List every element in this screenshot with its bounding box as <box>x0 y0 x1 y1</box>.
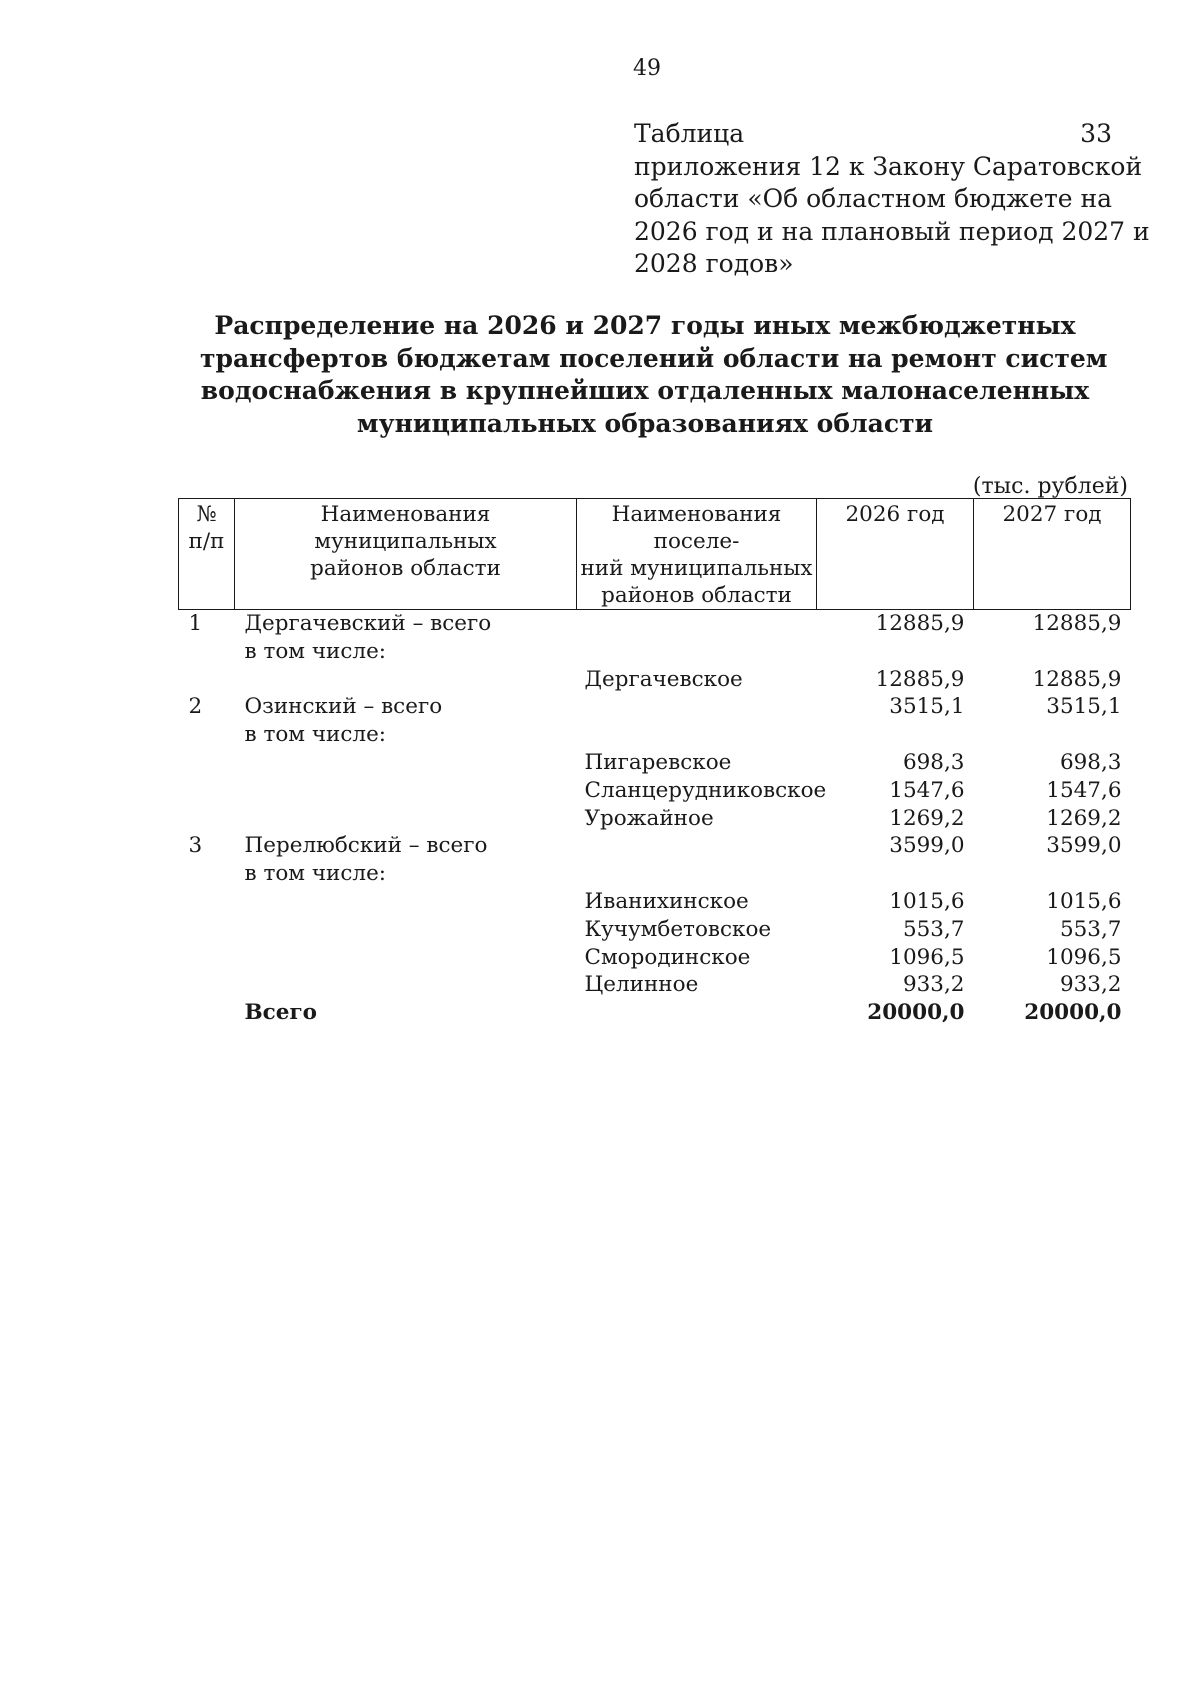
header-district-line2: районов области <box>310 556 501 581</box>
total-row <box>179 999 1131 1027</box>
district-name <box>235 971 577 999</box>
value-2026 <box>817 721 974 749</box>
total-2026: 20000,0 <box>867 1000 965 1026</box>
table-row <box>179 888 1131 916</box>
value-2027 <box>974 860 1131 888</box>
table-body <box>179 610 1131 1027</box>
district-name <box>235 916 577 944</box>
total-label: Всего <box>244 1000 317 1026</box>
header-district-line1: Наименования муниципальных <box>314 502 497 554</box>
title-line: трансфертов бюджетам поселений области на ремонт систем <box>200 343 1108 373</box>
settlement-name: Целинное <box>584 972 699 998</box>
row-number: 1 <box>188 611 203 636</box>
row-number <box>179 721 235 749</box>
district-name: в том числе: <box>244 861 387 887</box>
settlement-name <box>577 638 817 666</box>
row-number <box>179 777 235 805</box>
annex-line: Таблица 33 <box>634 119 1112 148</box>
value-2027: 3515,1 <box>1046 694 1122 720</box>
table-row <box>179 944 1131 972</box>
row-number <box>179 749 235 777</box>
row-number <box>179 805 235 833</box>
value-2027: 553,7 <box>1059 916 1122 942</box>
table-row <box>179 916 1131 944</box>
value-2026: 3515,1 <box>889 694 965 720</box>
header-district <box>235 499 577 610</box>
header-number <box>179 499 235 610</box>
table-row <box>179 749 1131 777</box>
value-2027: 1015,6 <box>1046 888 1122 914</box>
table-row <box>179 721 1131 749</box>
value-2027: 3599,0 <box>1046 833 1122 859</box>
header-settlement-line2: ний муниципальных <box>580 556 813 581</box>
value-2026: 12885,9 <box>875 666 965 692</box>
value-2026: 698,3 <box>902 749 965 775</box>
settlement-name: Иванихинское <box>584 888 749 914</box>
table-row <box>179 971 1131 999</box>
settlement-name: Кучумбетовское <box>584 916 772 942</box>
annex-reference <box>634 118 1150 281</box>
annex-line: области «Об областном бюджете на <box>634 184 1113 213</box>
header-settlement <box>577 499 817 610</box>
settlement-name <box>577 721 817 749</box>
row-number <box>179 999 235 1027</box>
annex-line: 2026 год и на плановый период 2027 и <box>634 216 1150 246</box>
table-row <box>179 666 1131 694</box>
value-2026 <box>817 638 974 666</box>
district-name <box>235 666 577 694</box>
value-2027: 698,3 <box>1059 749 1122 775</box>
header-row <box>179 499 1131 610</box>
district-name <box>235 944 577 972</box>
settlement-name <box>577 999 817 1027</box>
district-name: Озинский – всего <box>244 694 443 720</box>
row-number <box>179 944 235 972</box>
value-2026: 1269,2 <box>889 805 965 831</box>
value-2027: 12885,9 <box>1032 666 1122 692</box>
row-number <box>179 666 235 694</box>
table-row <box>179 805 1131 833</box>
settlement-name <box>577 860 817 888</box>
value-2026: 1547,6 <box>889 777 965 803</box>
district-name: Дергачевский – всего <box>244 611 492 636</box>
value-2026: 1015,6 <box>889 888 965 914</box>
settlement-name: Сланцерудниковское <box>584 777 827 803</box>
header-settlement-line3: районов области <box>601 583 792 608</box>
distribution-table <box>178 498 1131 1027</box>
row-number <box>179 888 235 916</box>
row-number: 3 <box>188 833 203 859</box>
table-row <box>179 832 1131 860</box>
value-2026: 1096,5 <box>889 944 965 970</box>
value-2026 <box>817 860 974 888</box>
distribution-table-container <box>178 498 1130 1027</box>
table-row <box>179 693 1131 721</box>
table-row <box>179 610 1131 638</box>
value-2026: 933,2 <box>902 972 965 998</box>
settlement-name <box>577 693 817 721</box>
total-2027: 20000,0 <box>1024 1000 1122 1026</box>
row-number <box>179 638 235 666</box>
settlement-name <box>577 832 817 860</box>
row-number <box>179 971 235 999</box>
table-header <box>179 499 1131 610</box>
district-name: в том числе: <box>244 638 387 664</box>
units-label: (тыс. рублей) <box>972 474 1128 499</box>
district-name <box>235 749 577 777</box>
value-2027 <box>974 638 1131 666</box>
title-line: Распределение на 2026 и 2027 годы иных межбюджетных <box>214 311 1076 340</box>
table-row <box>179 860 1131 888</box>
district-name: Перелюбский – всего <box>244 833 488 859</box>
value-2026: 12885,9 <box>875 611 965 636</box>
district-name: в том числе: <box>244 722 387 748</box>
value-2026: 3599,0 <box>889 833 965 859</box>
district-name <box>235 805 577 833</box>
page-number: 49 <box>633 56 661 81</box>
title-line: водоснабжения в крупнейших отдаленных малонаселенных <box>200 376 1090 405</box>
table-row <box>179 638 1131 666</box>
annex-line: приложения 12 к Закону Саратовской <box>634 151 1143 181</box>
row-number <box>179 916 235 944</box>
value-2027: 1096,5 <box>1046 944 1122 970</box>
district-name <box>235 777 577 805</box>
value-2027: 1547,6 <box>1046 777 1122 803</box>
header-number-line1: № <box>196 502 217 527</box>
settlement-name: Урожайное <box>584 805 714 831</box>
settlement-name: Дергачевское <box>584 666 743 692</box>
value-2027 <box>974 721 1131 749</box>
value-2027: 933,2 <box>1059 972 1122 998</box>
header-number-line2: п/п <box>188 529 225 554</box>
row-number <box>179 860 235 888</box>
document-title <box>200 310 1108 440</box>
settlement-name: Пигаревское <box>584 749 732 775</box>
header-2027: 2027 год <box>974 499 1131 610</box>
annex-line: 2028 годов» <box>634 249 794 278</box>
value-2027: 12885,9 <box>1032 611 1122 636</box>
table-row <box>179 777 1131 805</box>
header-2026: 2026 год <box>817 499 974 610</box>
settlement-name <box>577 610 817 638</box>
title-line: муниципальных образованиях области <box>356 408 934 438</box>
row-number: 2 <box>188 694 203 720</box>
settlement-name: Смородинское <box>584 944 751 970</box>
value-2026: 553,7 <box>902 916 965 942</box>
header-settlement-line1: Наименования поселе- <box>611 502 782 554</box>
district-name <box>235 888 577 916</box>
value-2027: 1269,2 <box>1046 805 1122 831</box>
